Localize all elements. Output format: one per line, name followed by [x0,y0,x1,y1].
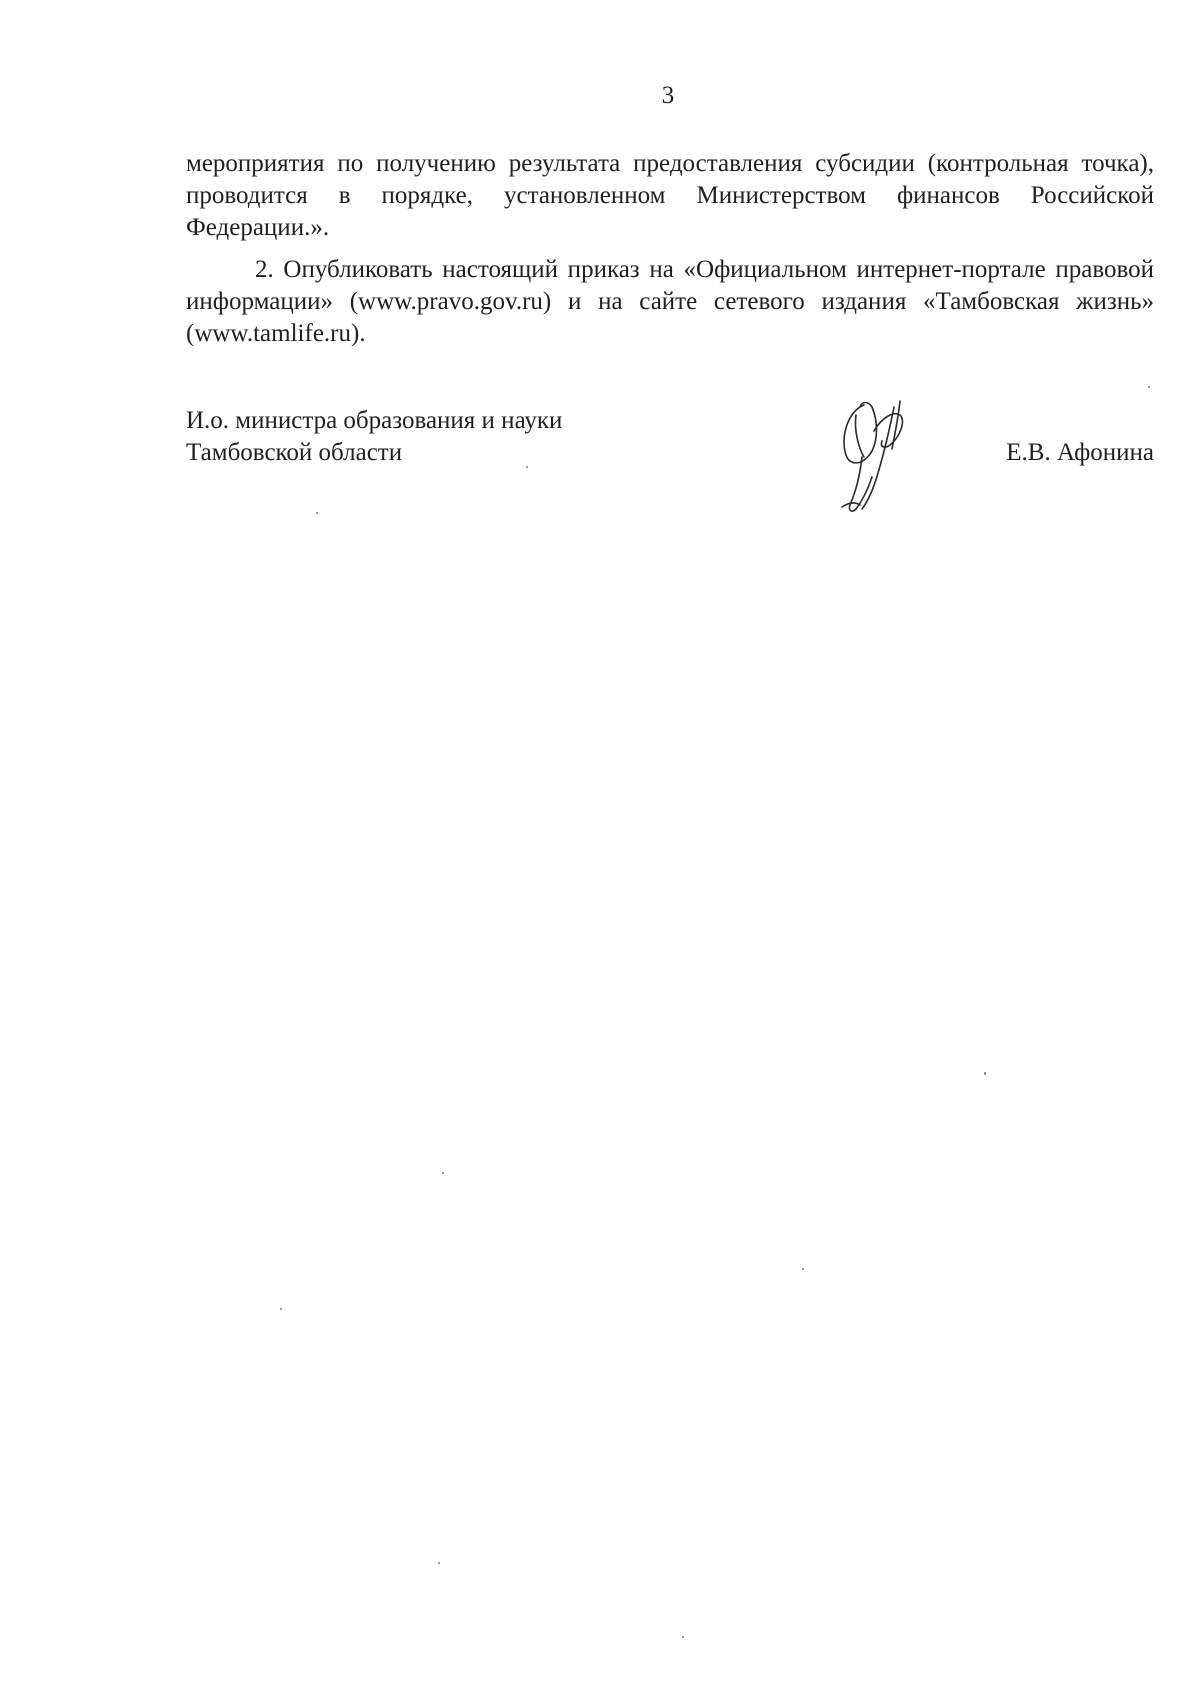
paragraph-publication-order: 2. Опубликовать настоящий приказ на «Официальном интернет-портале правовой информации» (www.pravo.gov.ru) и на сайте сетевого издания «Тамбовская жизнь» (www.tamlife.ru). [186,256,1154,347]
scan-speck [682,1636,684,1638]
handwritten-signature-icon [834,397,924,519]
scan-speck [1148,386,1150,388]
signer-position-line-2: Тамбовской области [186,439,403,466]
signer-position [186,405,686,469]
paragraph-continuation: мероприятия по получению результата предоставления субсидии (контрольная точка), проводится в порядке, установленном Министерством финансов Российской Федерации.». [186,150,1154,241]
page-number: 3 [661,82,675,109]
document-body [186,148,1154,350]
scan-speck [802,1268,804,1270]
signer-name: Е.В. Афонина [1006,439,1154,466]
scan-speck [280,1308,282,1310]
scan-speck [984,1072,986,1075]
signer-position-line-1: И.о. министра образования и науки [186,407,563,434]
scan-speck [438,1562,440,1564]
scan-speck [526,466,528,468]
scan-speck [442,1172,444,1174]
signature-block [186,405,1154,515]
scan-speck [316,512,318,514]
